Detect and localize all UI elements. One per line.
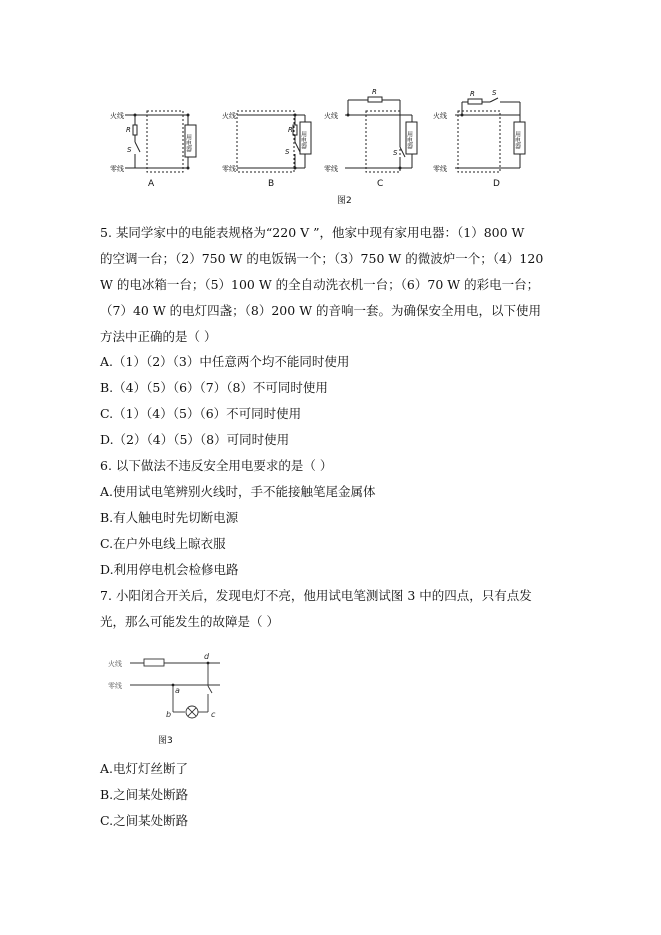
q6-option-a: A.使用试电笔辨别火线时，手不能接触笔尾金属体 [100,484,376,499]
figure-3 [100,648,240,748]
q5-line-3: W 的电冰箱一台；（5）100 W 的全自动洗衣机一台；（6）70 W 的彩电一台； [100,277,540,292]
panel-d-device-label: 用电器 [513,131,521,149]
panel-c-live-label: 火线 [324,112,338,120]
panel-d-r-label: R [470,90,475,98]
panel-b-device-label: 用电器 [299,131,307,149]
panel-b-neutral-label: 零线 [222,165,236,173]
q7-line-1: 7. 小阳闭合开关后，发现电灯不亮，他用试电笔测试图 3 中的四点，只有点发 [100,588,532,603]
q5-line-4: （7）40 W 的电灯四盏；（8）200 W 的音响一套。为确保安全用电，以下使用 [100,303,542,318]
fig3-point-c: c [211,710,216,719]
panel-d-neutral-label: 零线 [433,165,447,173]
q6-option-c: C.在户外电线上晾衣服 [100,536,226,551]
q5-option-b: B.（4）（5）（6）（7）（8）不可同时使用 [100,380,328,395]
panel-d-s-label: S [492,89,497,97]
panel-a-letter: A [148,179,155,189]
panel-a-live-label: 火线 [110,112,124,120]
figure-2 [100,82,540,207]
q6-stem: 6. 以下做法不违反安全用电要求的是（ ） [100,458,333,473]
panel-c-letter: C [377,179,384,189]
q7-line-2: 光，那么可能发生的故障是（ ） [100,614,279,629]
panel-c-s-label: S [393,149,398,157]
fig3-live-label: 火线 [108,660,122,668]
panel-d-letter: D [493,179,500,189]
panel-a-s-label: S [127,146,132,154]
panel-c-r-label: R [372,88,377,96]
panel-c-neutral-label: 零线 [324,165,338,173]
panel-a-neutral-label: 零线 [110,165,124,173]
q5-line-5: 方法中正确的是（ ） [100,329,217,344]
panel-d-live-label: 火线 [433,112,447,120]
fig3-neutral-label: 零线 [108,682,122,690]
fig3-point-a: a [175,686,180,695]
panel-b-letter: B [268,179,275,189]
panel-a-device-label: 用电器 [184,134,192,152]
q6-option-d: D.利用停电机会检修电路 [100,562,239,577]
q6-option-b: B.有人触电时先切断电源 [100,510,239,525]
figure-2-caption: 图2 [337,196,352,206]
figure-3-caption: 图3 [158,736,173,746]
panel-b-live-label: 火线 [222,112,236,120]
q5-option-c: C.（1）（4）（5）（6）不可同时使用 [100,406,302,421]
q5-option-d: D.（2）（4）（5）（8）可同时使用 [100,432,290,447]
panel-c-device-label: 用电器 [405,131,413,149]
q5-option-a: A.（1）（2）（3）中任意两个均不能同时使用 [100,354,350,369]
panel-b-r-label: R [288,126,293,134]
q7-option-b: B.之间某处断路 [100,787,189,802]
q5-line-2: 的空调一台；（2）750 W 的电饭锅一个；（3）750 W 的微波炉一个；（4）120 [100,251,544,266]
panel-a-r-label: R [126,126,131,134]
q5-line-1: 5. 某同学家中的电能表规格为“220 V ”，他家中现有家用电器：（1）800 W [100,225,525,240]
panel-b-s-label: S [285,148,290,156]
q7-option-a: A.电灯灯丝断了 [100,761,189,776]
fig3-point-d: d [204,652,210,661]
fig3-point-b: b [166,710,172,719]
q7-option-c: C.之间某处断路 [100,813,189,828]
